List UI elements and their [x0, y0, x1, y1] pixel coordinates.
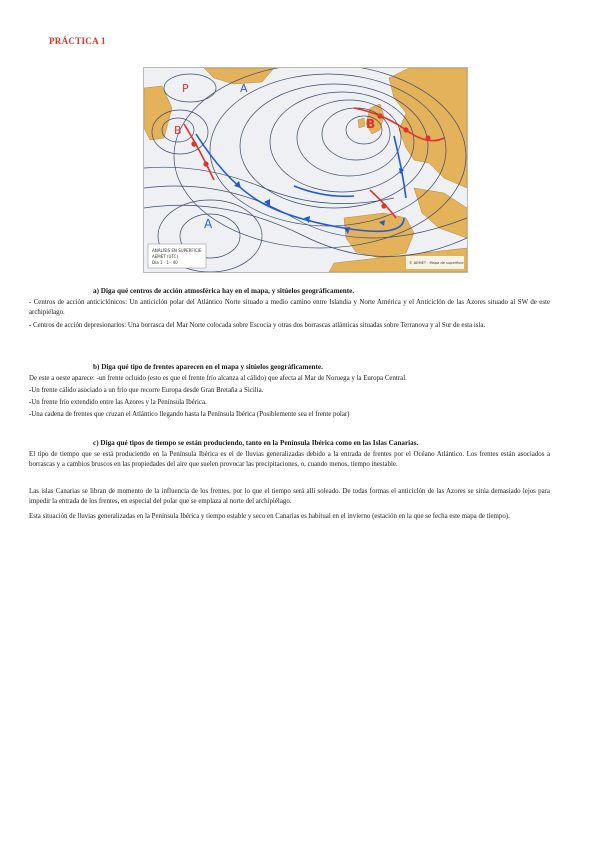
front-mark: [191, 141, 196, 146]
ireland: [358, 118, 365, 128]
map-credit: © AEMET · Mapa de superficie: [409, 261, 464, 265]
front-mark: [203, 161, 208, 166]
map-caption-line-3: Día 1 · 1 · 40: [152, 260, 178, 265]
section-b-paragraph-1: De este a oeste aparece: -un frente ocluido (esto es que el frente frío alcanza al cálido) que afecta al Mar de Noruega y la Europa Central.: [29, 375, 407, 382]
section-c-heading: c) Diga qué tipos de tiempo se están produciendo, tanto en la Península Ibérica como en las Islas Canarias.: [93, 439, 419, 447]
surface-analysis-chart: [144, 68, 467, 272]
section-c-paragraph-2: Las islas Canarias se libran de momento de la influencia de los frentes, por lo que el tiempo será allí soleado. De todas formas el anticiclón de las Azores se sitúa demasiado lejos para impedir la entrada de los frentes, en especial del polar que se emplaza al norte del archipiélago.: [29, 488, 550, 506]
front-mark: [377, 113, 382, 118]
section-b-paragraph-4: -Una cadena de frentes que cruzan el Atlántico llegando hasta la Península Ibérica (Posiblemente sea el frente polar): [29, 411, 350, 418]
polar-label: P: [182, 82, 189, 95]
section-c-paragraph-3: Esta situación de lluvias generalizadas en la Península Ibérica y tiempo estable y seco en Canarias es habitual en el invierno (estación en la que se fecha este mapa de tiempo).: [29, 513, 510, 520]
high-pressure-label-polar: A: [240, 82, 248, 95]
section-b-paragraph-2: -Un frente cálido asociado a un frío que recorre Europa desde Gran Bretaña a Sicilia.: [29, 387, 264, 394]
section-a-heading: a) Diga qué centros de acción atmosférica hay en el mapa, y sitúelos geográficamente.: [93, 287, 355, 295]
map-caption-line-1: ANÁLISIS EN SUPERFICIE: [152, 248, 202, 253]
page-title: PRÁCTICA 1: [49, 36, 106, 46]
section-a-paragraph-1: - Centros de acción anticiclónicos: Un anticiclón polar del Atlántico Norte situado a medio camino entre Islandia y Norte América y el Anticiclón de las Azores situado al SW de este archipiélago.: [29, 299, 550, 317]
front-mark: [381, 203, 386, 208]
section-c-paragraph-1: El tipo de tiempo que se está produciendo en la Península Ibérica es el de lluvias generalizadas debido a la entrada de frentes por el Océano Atlántico. Los frentes están asociados a borrascas y a cambios bruscos en las propiedades del aire que suelen provocar las precipitaciones, o, cuando menos, tiempo inestable.: [29, 451, 550, 469]
front-mark: [403, 127, 408, 132]
section-b-paragraph-3: -Un frente frío extendido entre las Azores y la Península Ibérica.: [29, 399, 207, 406]
section-a-paragraph-2: - Centros de acción depresionarios: Una borrasca del Mar Norte colocada sobre Escocia y otras dos borrascas atlánticas situadas sobre Terranova y al Sur de esta isla.: [29, 322, 486, 329]
front-mark: [425, 135, 430, 140]
weather-map: [143, 67, 468, 273]
map-caption-line-2: AEMET (UTC): [152, 254, 179, 259]
section-b-heading: b) Diga qué tipo de frentes aparecen en el mapa y sitúelos geográficamente.: [93, 363, 323, 371]
low-pressure-label: B: [366, 117, 376, 131]
high-pressure-label: A: [204, 217, 213, 231]
low-pressure-label-atlantic: B: [174, 124, 182, 137]
